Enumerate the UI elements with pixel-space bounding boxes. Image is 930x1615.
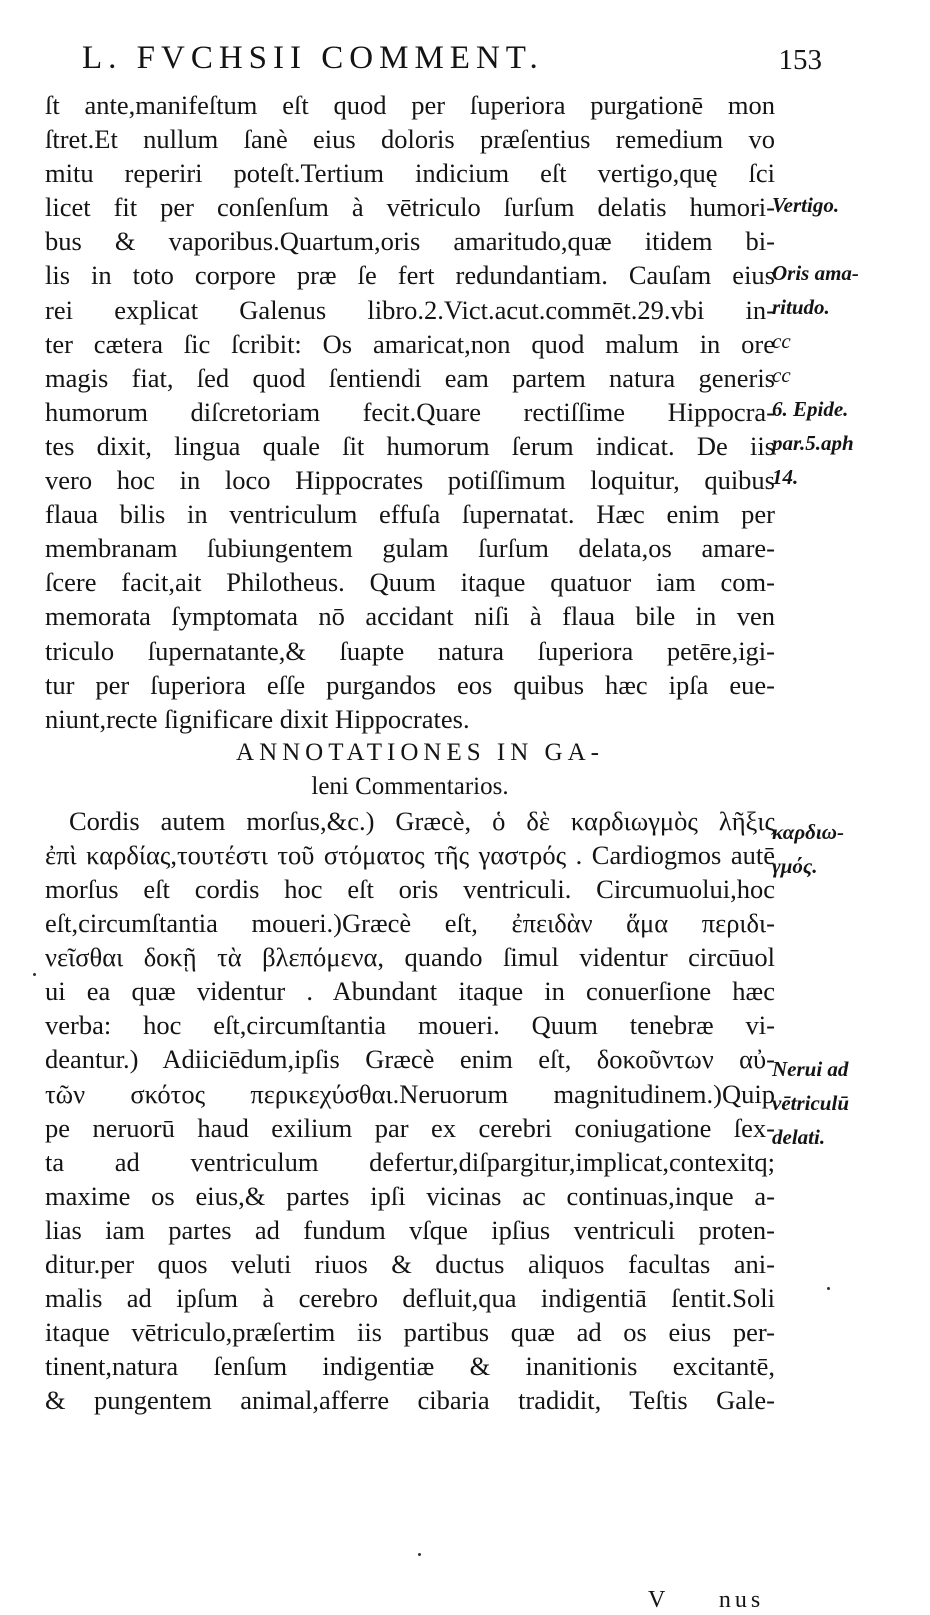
text-line: ἐπὶ καρδίας,τουτέστι τοῦ στόματος τῆς γαστρός . Cardiogmos autē <box>45 839 775 870</box>
text-line: νεῖσθαι δοκῇ τὰ βλεπόμενα, quando ſimul videntur circūuol <box>45 942 775 973</box>
text-line: licet fit per conſenſum à vētriculo ſurſum delatis humori- <box>45 192 775 223</box>
text-line: deantur.) Adiiciēdum,ipſis Græcè enim eſt, δοκοῦντων αὐ- <box>45 1044 775 1075</box>
text-line: itaque vētriculo,præſertim iis partibus quæ ad os eius per- <box>45 1317 775 1348</box>
margin-note-reference: 14. <box>772 465 799 489</box>
margin-note-nerui-cont: vētriculū <box>772 1091 849 1115</box>
text-line: morſus eſt cordis hoc eſt oris ventriculi. Circumuolui,hoc <box>45 873 775 904</box>
text-line: rei explicat Galenus libro.2.Vict.acut.commēt.29.vbi in- <box>45 294 775 325</box>
text-line: membranam ſubiungentem gulam ſurſum delata,os amare- <box>45 533 775 564</box>
annotation-paragraph <box>45 804 775 1418</box>
section-heading: ANNOTATIONES IN GA- <box>236 738 604 766</box>
text-line: magis fiat, ſed quod ſentiendi eam partem natura generis <box>45 362 775 393</box>
margin-note-oris-amaritudo: Oris ama- <box>772 261 859 285</box>
text-line: tes dixit, lingua quale ſit humorum ſerum indicat. De iis <box>45 430 775 461</box>
section-subheading: leni Commentarios. <box>311 772 509 800</box>
margin-note-quote-mark: cc <box>772 363 791 387</box>
text-line: niunt,recte ſignificare dixit Hippocrates. <box>45 703 470 734</box>
margin-note-greek: καρδιω- <box>772 820 844 844</box>
text-line: mitu reperiri poteſt.Tertium indicium eſt vertigo,quę ſci <box>45 158 775 189</box>
margin-note-nerui: Nerui ad <box>772 1057 849 1081</box>
text-line: ditur.per quos veluti riuos & ductus aliquos facultas ani- <box>45 1249 775 1279</box>
text-line: ui ea quæ videntur . Abundant itaque in conuerſione hæc <box>45 976 775 1007</box>
margin-note-reference: 6. Epide. <box>772 397 849 421</box>
commentary-paragraph <box>45 88 775 736</box>
text-line: lias iam partes ad fundum vſque ipſius ventriculi proten- <box>45 1214 775 1245</box>
text-line: maxime os eius,& partes ipſi vicinas ac continuas,inque a- <box>45 1180 775 1211</box>
running-head: L. FVCHSII COMMENT. <box>82 40 544 76</box>
catchword: nus <box>718 1587 765 1613</box>
page-header <box>82 40 822 82</box>
text-line: lis in toto corpore præ ſe fert redundantiam. Cauſam eius <box>45 260 775 291</box>
ink-speck <box>33 973 36 976</box>
text-line: triculo ſupernatante,& ſuapte natura ſuperiora petēre,igi- <box>45 635 775 666</box>
page-footer <box>648 1587 764 1614</box>
ink-speck <box>827 1287 830 1290</box>
text-line: tur per ſuperiora eſſe purgandos eos quibus hæc ipſa eue- <box>45 669 775 700</box>
margin-note-oris-amaritudo-cont: ritudo. <box>772 295 830 319</box>
signature-mark: V <box>648 1587 669 1613</box>
text-line: ter cætera ſic ſcribit: Os amaricat,non quod malum in ore <box>45 328 775 359</box>
text-line: tinent,natura ſenſum indigentiæ & inanitionis excitantē, <box>45 1351 775 1382</box>
margin-note-greek-cont: γμός. <box>772 854 818 878</box>
margin-note-nerui-cont: delati. <box>772 1125 826 1149</box>
text-line: flaua bilis in ventriculum effuſa ſupernatat. Hæc enim per <box>45 499 775 530</box>
text-line: eſt,circumſtantia moueri.)Græcè eſt, ἐπειδὰν ἅμα περιδι- <box>45 908 775 939</box>
text-line: ſcere facit,ait Philotheus. Quum itaque quatuor iam com- <box>45 567 775 598</box>
text-line: humorum diſcretoriam fecit.Quare rectiſſime Hippocra- <box>45 396 775 427</box>
text-line: vero hoc in loco Hippocrates potiſſimum loquitur, quibus <box>45 465 775 496</box>
margin-note-vertigo: Vertigo. <box>772 193 840 217</box>
page-number: 153 <box>778 44 822 76</box>
text-line: bus & vaporibus.Quartum,oris amaritudo,quæ itidem bi- <box>45 226 775 257</box>
text-line: verba: hoc eſt,circumſtantia moueri. Quum tenebræ vi- <box>45 1010 775 1041</box>
text-line: memorata ſymptomata nō accidant niſi à flaua bile in ven <box>45 601 775 632</box>
margin-note-quote-mark: cc <box>772 329 791 353</box>
text-line: malis ad ipſum à cerebro defluit,qua indigentiā ſentit.Soli <box>45 1283 775 1314</box>
text-line: τῶν σκότος περικεχύσθαι.Neruorum magnitudinem.)Quip <box>45 1078 775 1109</box>
ink-speck <box>418 1553 421 1556</box>
main-text-block <box>45 88 775 1417</box>
text-line: pe neruorū haud exilium par ex cerebri coniugatione ſex- <box>45 1112 775 1143</box>
margin-note-reference: par.5.aph <box>772 431 854 455</box>
text-line: & pungentem animal,afferre cibaria tradidit, Teſtis Gale- <box>45 1385 775 1416</box>
text-line: ta ad ventriculum defertur,diſpargitur,implicat,contexitq; <box>45 1146 775 1177</box>
text-line: ſt ante,manifeſtum eſt quod per ſuperiora purgationē mon <box>45 90 775 120</box>
text-line: ſtret.Et nullum ſanè eius doloris præſentius remedium vo <box>45 124 775 155</box>
text-line: Cordis autem morſus,&c.) Græcè, ὁ δὲ καρδιωγμὸς λῆξις <box>69 805 775 836</box>
